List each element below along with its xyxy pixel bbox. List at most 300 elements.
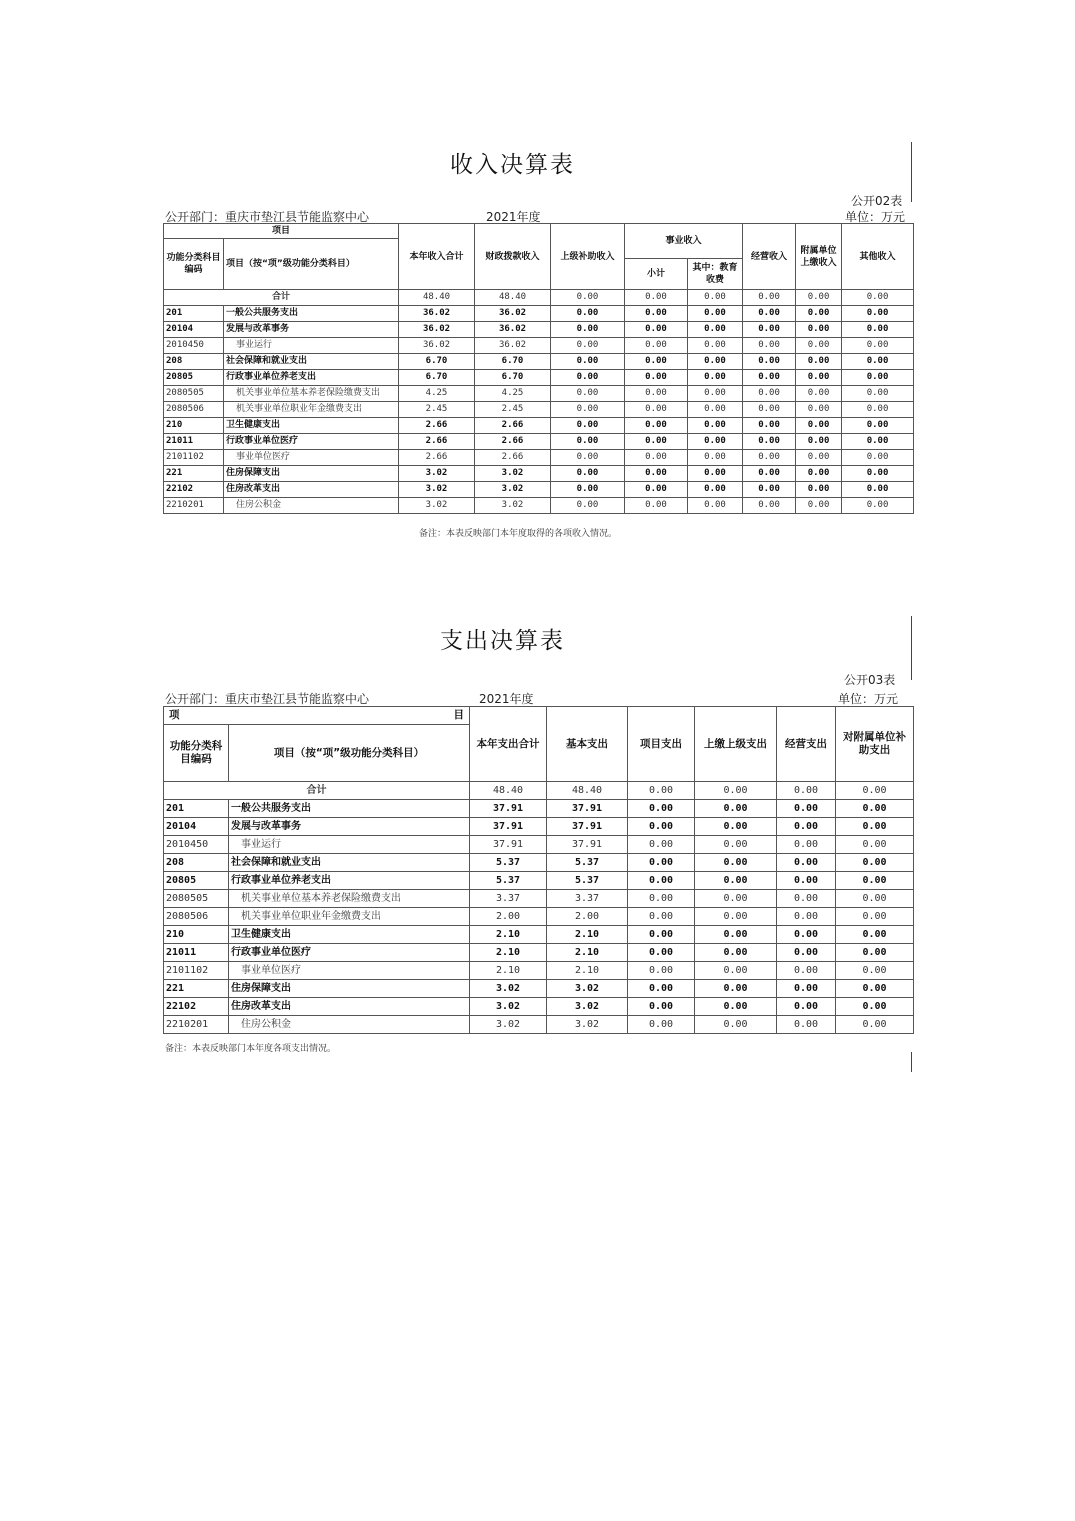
operating-cell: 0.00 [777, 1016, 836, 1034]
total-cell: 3.02 [470, 1016, 547, 1034]
expense-table-number: 公开03表 [844, 673, 896, 687]
subtotal-cell: 0.00 [625, 402, 688, 418]
subtotal-cell: 0.00 [625, 450, 688, 466]
operating-cell: 0.00 [743, 290, 796, 306]
total-row [164, 290, 914, 306]
total-cell: 37.91 [470, 836, 547, 854]
fiscal-cell: 6.70 [475, 370, 551, 386]
name-cell: 机关事业单位基本养老保险缴费支出 [224, 386, 399, 402]
income-header-code: 功能分类科目编码 [164, 239, 224, 290]
upper-cell: 0.00 [695, 800, 777, 818]
operating-cell: 0.00 [777, 890, 836, 908]
total-cell: 37.91 [470, 800, 547, 818]
total-cell: 36.02 [399, 338, 475, 354]
total-cell: 5.37 [470, 872, 547, 890]
name-cell: 社会保障和就业支出 [229, 854, 470, 872]
name-cell: 事业单位医疗 [224, 450, 399, 466]
name-cell: 住房公积金 [224, 498, 399, 514]
other-cell: 0.00 [842, 338, 914, 354]
name-cell: 事业单位医疗 [229, 962, 470, 980]
name-cell: 住房保障支出 [229, 980, 470, 998]
table-row [164, 386, 914, 402]
superior-cell: 0.00 [551, 386, 625, 402]
income-header-superior: 上级补助收入 [551, 224, 625, 290]
superior-cell: 0.00 [551, 418, 625, 434]
total-cell: 48.40 [399, 290, 475, 306]
fiscal-cell: 48.40 [475, 290, 551, 306]
code-cell: 2210201 [164, 1016, 229, 1034]
fiscal-cell: 4.25 [475, 386, 551, 402]
subtotal-cell: 0.00 [625, 434, 688, 450]
operating-cell: 0.00 [777, 872, 836, 890]
upper-cell: 0.00 [695, 980, 777, 998]
project-cell: 0.00 [628, 872, 695, 890]
affiliated-cell: 0.00 [796, 354, 842, 370]
edu-cell: 0.00 [688, 290, 743, 306]
superior-cell: 0.00 [551, 402, 625, 418]
superior-cell: 0.00 [551, 434, 625, 450]
operating-cell: 0.00 [743, 498, 796, 514]
total-cell: 3.02 [399, 466, 475, 482]
code-cell: 22102 [164, 998, 229, 1016]
edu-cell: 0.00 [688, 402, 743, 418]
table-row [164, 338, 914, 354]
project-cell: 0.00 [628, 998, 695, 1016]
expense-header-subsidy: 对附属单位补助支出 [836, 707, 914, 782]
operating-cell: 0.00 [743, 386, 796, 402]
total-cell: 2.66 [399, 418, 475, 434]
operating-cell: 0.00 [743, 418, 796, 434]
code-cell: 20104 [164, 818, 229, 836]
subtotal-cell: 0.00 [625, 322, 688, 338]
name-cell: 住房公积金 [229, 1016, 470, 1034]
expense-header-item [164, 707, 470, 725]
basic-cell: 37.91 [547, 818, 628, 836]
operating-cell: 0.00 [743, 434, 796, 450]
basic-cell: 5.37 [547, 854, 628, 872]
income-border-line [911, 142, 912, 202]
subtotal-cell: 0.00 [625, 338, 688, 354]
total-cell: 48.40 [470, 782, 547, 800]
code-cell: 20805 [164, 872, 229, 890]
edu-cell: 0.00 [688, 450, 743, 466]
table-row [164, 890, 914, 908]
project-cell: 0.00 [628, 1016, 695, 1034]
superior-cell: 0.00 [551, 354, 625, 370]
subtotal-cell: 0.00 [625, 290, 688, 306]
income-header-edu: 其中：教育收费 [688, 259, 743, 290]
income-department: 公开部门：重庆市垫江县节能监察中心 [165, 210, 370, 224]
expense-header-code: 功能分类科目编码 [164, 725, 229, 782]
affiliated-cell: 0.00 [796, 498, 842, 514]
total-label: 合计 [164, 782, 470, 800]
total-cell: 2.00 [470, 908, 547, 926]
subsidy-cell: 0.00 [836, 800, 914, 818]
subtotal-cell: 0.00 [625, 498, 688, 514]
affiliated-cell: 0.00 [796, 434, 842, 450]
code-cell: 2080505 [164, 890, 229, 908]
fiscal-cell: 2.66 [475, 450, 551, 466]
basic-cell: 2.10 [547, 944, 628, 962]
superior-cell: 0.00 [551, 498, 625, 514]
upper-cell: 0.00 [695, 818, 777, 836]
fiscal-cell: 2.66 [475, 418, 551, 434]
income-header-item: 项目 [164, 224, 399, 239]
operating-cell: 0.00 [777, 782, 836, 800]
affiliated-cell: 0.00 [796, 306, 842, 322]
income-header-affiliated: 附属单位上缴收入 [796, 224, 842, 290]
fiscal-cell: 2.66 [475, 434, 551, 450]
operating-cell: 0.00 [777, 980, 836, 998]
table-row [164, 322, 914, 338]
subtotal-cell: 0.00 [625, 354, 688, 370]
operating-cell: 0.00 [777, 944, 836, 962]
fiscal-cell: 36.02 [475, 322, 551, 338]
income-header-total: 本年收入合计 [399, 224, 475, 290]
table-row [164, 926, 914, 944]
affiliated-cell: 0.00 [796, 450, 842, 466]
name-cell: 事业运行 [229, 836, 470, 854]
affiliated-cell: 0.00 [796, 386, 842, 402]
name-cell: 机关事业单位基本养老保险缴费支出 [229, 890, 470, 908]
subtotal-cell: 0.00 [625, 306, 688, 322]
code-cell: 22102 [164, 482, 224, 498]
fiscal-cell: 3.02 [475, 498, 551, 514]
edu-cell: 0.00 [688, 466, 743, 482]
table-row [164, 944, 914, 962]
edu-cell: 0.00 [688, 434, 743, 450]
table-row [164, 854, 914, 872]
code-cell: 21011 [164, 944, 229, 962]
name-cell: 社会保障和就业支出 [224, 354, 399, 370]
subsidy-cell: 0.00 [836, 980, 914, 998]
name-cell: 住房改革支出 [229, 998, 470, 1016]
operating-cell: 0.00 [743, 354, 796, 370]
operating-cell: 0.00 [743, 338, 796, 354]
other-cell: 0.00 [842, 290, 914, 306]
subsidy-cell: 0.00 [836, 872, 914, 890]
upper-cell: 0.00 [695, 962, 777, 980]
expense-header-item-left: 项 [169, 709, 180, 721]
code-cell: 221 [164, 466, 224, 482]
code-cell: 2101102 [164, 962, 229, 980]
income-header-name: 项目（按“项”级功能分类科目） [224, 239, 399, 290]
upper-cell: 0.00 [695, 944, 777, 962]
name-cell: 发展与改革事务 [224, 322, 399, 338]
table-row [164, 872, 914, 890]
operating-cell: 0.00 [777, 962, 836, 980]
affiliated-cell: 0.00 [796, 482, 842, 498]
fiscal-cell: 3.02 [475, 482, 551, 498]
subtotal-cell: 0.00 [625, 370, 688, 386]
subsidy-cell: 0.00 [836, 818, 914, 836]
code-cell: 20805 [164, 370, 224, 386]
table-row [164, 836, 914, 854]
other-cell: 0.00 [842, 386, 914, 402]
name-cell: 住房保障支出 [224, 466, 399, 482]
table-row [164, 908, 914, 926]
subtotal-cell: 0.00 [625, 386, 688, 402]
total-label: 合计 [164, 290, 399, 306]
affiliated-cell: 0.00 [796, 370, 842, 386]
operating-cell: 0.00 [777, 836, 836, 854]
basic-cell: 37.91 [547, 836, 628, 854]
subsidy-cell: 0.00 [836, 854, 914, 872]
total-cell: 2.45 [399, 402, 475, 418]
subtotal-cell: 0.00 [625, 466, 688, 482]
project-cell: 0.00 [628, 890, 695, 908]
code-cell: 2080505 [164, 386, 224, 402]
upper-cell: 0.00 [695, 998, 777, 1016]
affiliated-cell: 0.00 [796, 402, 842, 418]
table-row [164, 800, 914, 818]
table-row [164, 998, 914, 1016]
fiscal-cell: 36.02 [475, 338, 551, 354]
income-header-other: 其他收入 [842, 224, 914, 290]
code-cell: 2080506 [164, 908, 229, 926]
name-cell: 机关事业单位职业年金缴费支出 [229, 908, 470, 926]
operating-cell: 0.00 [743, 482, 796, 498]
total-cell: 2.66 [399, 450, 475, 466]
table-row [164, 466, 914, 482]
code-cell: 210 [164, 418, 224, 434]
operating-cell: 0.00 [777, 998, 836, 1016]
income-table-number: 公开02表 [851, 194, 903, 208]
other-cell: 0.00 [842, 354, 914, 370]
total-cell: 4.25 [399, 386, 475, 402]
upper-cell: 0.00 [695, 782, 777, 800]
table-row [164, 418, 914, 434]
code-cell: 208 [164, 354, 224, 370]
fiscal-cell: 6.70 [475, 354, 551, 370]
income-header-operating: 经营收入 [743, 224, 796, 290]
project-cell: 0.00 [628, 944, 695, 962]
table-row [164, 498, 914, 514]
superior-cell: 0.00 [551, 306, 625, 322]
upper-cell: 0.00 [695, 890, 777, 908]
expense-header-upper: 上缴上级支出 [695, 707, 777, 782]
project-cell: 0.00 [628, 854, 695, 872]
code-cell: 201 [164, 306, 224, 322]
upper-cell: 0.00 [695, 854, 777, 872]
upper-cell: 0.00 [695, 872, 777, 890]
page-edge-line [911, 1052, 912, 1072]
name-cell: 卫生健康支出 [224, 418, 399, 434]
upper-cell: 0.00 [695, 926, 777, 944]
basic-cell: 3.02 [547, 1016, 628, 1034]
subsidy-cell: 0.00 [836, 998, 914, 1016]
fiscal-cell: 36.02 [475, 306, 551, 322]
basic-cell: 2.00 [547, 908, 628, 926]
table-row [164, 818, 914, 836]
project-cell: 0.00 [628, 818, 695, 836]
operating-cell: 0.00 [743, 466, 796, 482]
superior-cell: 0.00 [551, 466, 625, 482]
fiscal-cell: 2.45 [475, 402, 551, 418]
expense-table [163, 706, 914, 1034]
name-cell: 一般公共服务支出 [224, 306, 399, 322]
operating-cell: 0.00 [777, 854, 836, 872]
name-cell: 机关事业单位职业年金缴费支出 [224, 402, 399, 418]
edu-cell: 0.00 [688, 482, 743, 498]
upper-cell: 0.00 [695, 1016, 777, 1034]
table-row [164, 434, 914, 450]
other-cell: 0.00 [842, 306, 914, 322]
expense-header-basic: 基本支出 [547, 707, 628, 782]
superior-cell: 0.00 [551, 370, 625, 386]
table-row [164, 402, 914, 418]
project-cell: 0.00 [628, 926, 695, 944]
code-cell: 210 [164, 926, 229, 944]
subsidy-cell: 0.00 [836, 836, 914, 854]
subsidy-cell: 0.00 [836, 944, 914, 962]
superior-cell: 0.00 [551, 290, 625, 306]
expense-note: 备注：本表反映部门本年度各项支出情况。 [165, 1044, 337, 1054]
total-cell: 2.10 [470, 944, 547, 962]
superior-cell: 0.00 [551, 338, 625, 354]
other-cell: 0.00 [842, 482, 914, 498]
table-row [164, 306, 914, 322]
upper-cell: 0.00 [695, 908, 777, 926]
edu-cell: 0.00 [688, 386, 743, 402]
total-cell: 3.02 [470, 998, 547, 1016]
other-cell: 0.00 [842, 498, 914, 514]
project-cell: 0.00 [628, 782, 695, 800]
expense-border-line [911, 616, 912, 680]
subsidy-cell: 0.00 [836, 890, 914, 908]
basic-cell: 48.40 [547, 782, 628, 800]
edu-cell: 0.00 [688, 418, 743, 434]
name-cell: 住房改革支出 [224, 482, 399, 498]
name-cell: 发展与改革事务 [229, 818, 470, 836]
basic-cell: 37.91 [547, 800, 628, 818]
edu-cell: 0.00 [688, 338, 743, 354]
operating-cell: 0.00 [743, 402, 796, 418]
superior-cell: 0.00 [551, 482, 625, 498]
total-cell: 36.02 [399, 306, 475, 322]
income-title: 收入决算表 [450, 152, 575, 178]
total-cell: 6.70 [399, 370, 475, 386]
table-row [164, 962, 914, 980]
expense-header-total: 本年支出合计 [470, 707, 547, 782]
edu-cell: 0.00 [688, 498, 743, 514]
superior-cell: 0.00 [551, 322, 625, 338]
table-row [164, 482, 914, 498]
basic-cell: 5.37 [547, 872, 628, 890]
expense-header-project: 项目支出 [628, 707, 695, 782]
subsidy-cell: 0.00 [836, 1016, 914, 1034]
total-cell: 3.02 [399, 498, 475, 514]
name-cell: 行政事业单位医疗 [229, 944, 470, 962]
table-row [164, 980, 914, 998]
fiscal-cell: 3.02 [475, 466, 551, 482]
affiliated-cell: 0.00 [796, 466, 842, 482]
affiliated-cell: 0.00 [796, 322, 842, 338]
income-table [163, 223, 914, 514]
code-cell: 201 [164, 800, 229, 818]
table-row [164, 450, 914, 466]
expense-department: 公开部门：重庆市垫江县节能监察中心 [165, 692, 370, 706]
total-cell: 2.10 [470, 926, 547, 944]
operating-cell: 0.00 [777, 818, 836, 836]
name-cell: 一般公共服务支出 [229, 800, 470, 818]
operating-cell: 0.00 [777, 926, 836, 944]
expense-header-item-right: 目 [453, 709, 464, 721]
total-cell: 3.02 [470, 980, 547, 998]
code-cell: 2080506 [164, 402, 224, 418]
subsidy-cell: 0.00 [836, 782, 914, 800]
superior-cell: 0.00 [551, 450, 625, 466]
code-cell: 2210201 [164, 498, 224, 514]
name-cell: 行政事业单位养老支出 [229, 872, 470, 890]
expense-header-operating: 经营支出 [777, 707, 836, 782]
total-cell: 6.70 [399, 354, 475, 370]
code-cell: 2010450 [164, 338, 224, 354]
subsidy-cell: 0.00 [836, 962, 914, 980]
table-row [164, 1016, 914, 1034]
expense-header-name: 项目（按“项”级功能分类科目） [229, 725, 470, 782]
other-cell: 0.00 [842, 322, 914, 338]
total-cell: 37.91 [470, 818, 547, 836]
code-cell: 20104 [164, 322, 224, 338]
operating-cell: 0.00 [777, 800, 836, 818]
total-cell: 3.02 [399, 482, 475, 498]
project-cell: 0.00 [628, 908, 695, 926]
other-cell: 0.00 [842, 434, 914, 450]
total-cell: 3.37 [470, 890, 547, 908]
income-year: 2021年度 [486, 210, 541, 224]
total-cell: 2.66 [399, 434, 475, 450]
income-header-subtotal: 小计 [625, 259, 688, 290]
basic-cell: 3.02 [547, 980, 628, 998]
edu-cell: 0.00 [688, 354, 743, 370]
name-cell: 行政事业单位医疗 [224, 434, 399, 450]
basic-cell: 3.37 [547, 890, 628, 908]
project-cell: 0.00 [628, 962, 695, 980]
subtotal-cell: 0.00 [625, 482, 688, 498]
upper-cell: 0.00 [695, 836, 777, 854]
affiliated-cell: 0.00 [796, 290, 842, 306]
code-cell: 2101102 [164, 450, 224, 466]
affiliated-cell: 0.00 [796, 338, 842, 354]
operating-cell: 0.00 [743, 450, 796, 466]
expense-unit: 单位：万元 [838, 692, 899, 706]
other-cell: 0.00 [842, 370, 914, 386]
project-cell: 0.00 [628, 800, 695, 818]
other-cell: 0.00 [842, 466, 914, 482]
total-cell: 2.10 [470, 962, 547, 980]
subsidy-cell: 0.00 [836, 926, 914, 944]
edu-cell: 0.00 [688, 306, 743, 322]
income-header-fiscal: 财政拨款收入 [475, 224, 551, 290]
basic-cell: 2.10 [547, 962, 628, 980]
income-header-career: 事业收入 [625, 224, 743, 259]
basic-cell: 3.02 [547, 998, 628, 1016]
other-cell: 0.00 [842, 402, 914, 418]
project-cell: 0.00 [628, 980, 695, 998]
edu-cell: 0.00 [688, 370, 743, 386]
subtotal-cell: 0.00 [625, 418, 688, 434]
edu-cell: 0.00 [688, 322, 743, 338]
name-cell: 行政事业单位养老支出 [224, 370, 399, 386]
name-cell: 卫生健康支出 [229, 926, 470, 944]
affiliated-cell: 0.00 [796, 418, 842, 434]
operating-cell: 0.00 [777, 908, 836, 926]
other-cell: 0.00 [842, 450, 914, 466]
operating-cell: 0.00 [743, 322, 796, 338]
code-cell: 21011 [164, 434, 224, 450]
other-cell: 0.00 [842, 418, 914, 434]
